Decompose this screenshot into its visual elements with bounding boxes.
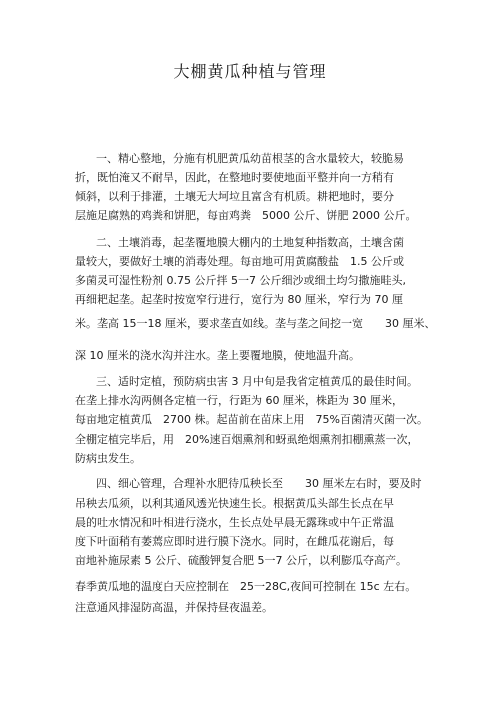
- paragraph-3-line-3: 每亩地定植黄瓜 2700 株。起苗前在苗床上用 75%百菌清灭菌一次。: [75, 413, 428, 426]
- paragraph-3-line-5: 防病虫发生。: [75, 452, 141, 465]
- paragraph-1-line-3: 倾斜，以利于排灌，土壤无大坷垃且富含有机质。耕耙地时，要分: [75, 190, 394, 203]
- paragraph-4-line-3: 晨的吐水情况和叶相进行浇水，生长点处早晨无露珠或中午正常温: [75, 516, 394, 529]
- paragraph-4-line-2: 吊秧去瓜须，以利其通风透光快速生长。根据黄瓜头部生长点在早: [75, 497, 394, 510]
- paragraph-4-line-7: 注意通风排湿防高温，并保持昼夜温差。: [75, 601, 273, 614]
- paragraph-1-line-1: 一、精心整地，分施有机肥黄瓜幼苗根茎的含水量较大，较脆易: [96, 152, 404, 165]
- paragraph-2-line-3: 多菌灵可湿性粉剂 0.75 公斤拌 5一7 公斤细沙或细土均匀撒施畦头,: [75, 274, 406, 287]
- paragraph-3-line-1: 三、适时定植，预防病虫害 3 月中旬是我省定植黄瓜的最佳时间。: [96, 375, 418, 388]
- paragraph-2-line-4: 再细耙起垄。起垄时按宽窄行进行，宽行为 80 厘米，窄行为 70 厘: [75, 293, 403, 306]
- paragraph-4-line-4: 度下叶面稍有萎蔫应即时进行膜下浇水。同时，在雌瓜花谢后，每: [75, 535, 394, 548]
- paragraph-4-line-1: 四、细心管理，合理补水肥待瓜秧长至 30 厘米左右时，要及时: [96, 477, 422, 490]
- paragraph-2-line-2: 量较大，要做好土壤的消毒处理。每亩地可用黄腐酸盐 1.5 公斤或: [75, 255, 404, 268]
- paragraph-1-line-2: 折，既怕淹又不耐旱，因此，在整地时要使地面平整并向一方稍有: [75, 171, 394, 184]
- paragraph-3-line-2: 在垄上排水沟两侧各定植一行，行距为 60 厘米，株距为 30 厘米，: [75, 394, 403, 407]
- document-title: 大棚黄瓜种植与管理: [173, 62, 327, 81]
- paragraph-2-line-1: 二、土壤消毒，起垄覆地膜大棚内的土地复种指数高，土壤含菌: [96, 236, 404, 249]
- paragraph-2-line-6: 深 10 厘米的浇水沟并注水。垄上要覆地膜，使地温升高。: [75, 349, 360, 362]
- paragraph-4-line-5: 亩地补施尿素 5 公斤、硫酸钾复合肥 5一7 公斤，以利膨瓜夺高产。: [75, 554, 407, 567]
- paragraph-1-line-4: 层施足腐熟的鸡粪和饼肥，每亩鸡粪 5000 公斤、饼肥 2000 公斤。: [75, 209, 417, 222]
- paragraph-3-line-4: 全棚定植完毕后，用 20%速百烟熏剂和蚜虱绝烟熏剂扣棚熏蒸一次，: [75, 433, 419, 446]
- paragraph-4-line-6: 春季黄瓜地的温度白天应控制在 25一28C,夜间可控制在 15c 左右。: [75, 580, 417, 593]
- paragraph-2-line-5: 米。垄高 15一18 厘米，要求垄直如线。垄与垄之间挖一宽 30 厘米、: [75, 317, 436, 330]
